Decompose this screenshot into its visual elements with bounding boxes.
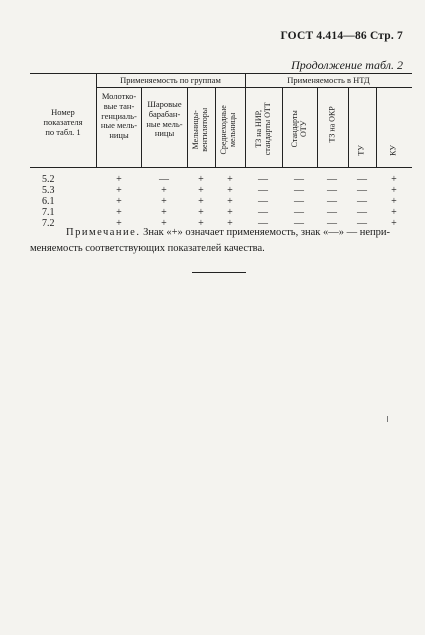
row-cell: +: [391, 218, 397, 229]
row-cell: +: [391, 174, 397, 185]
row-cell: —: [327, 196, 337, 207]
row-cell: +: [227, 218, 233, 229]
table-continuation-label: Продолжение табл. 2: [291, 58, 403, 72]
row-cell: —: [258, 174, 268, 185]
row-cell: +: [198, 185, 204, 196]
group-header-rule: [96, 87, 412, 88]
column-header-tu: ТУ: [356, 145, 366, 156]
row-cell: —: [357, 207, 367, 218]
row-cell: —: [258, 185, 268, 196]
col-divider: [215, 87, 216, 167]
page-header: ГОСТ 4.414—86 Стр. 7: [280, 30, 403, 42]
ntd-applicability-header: Применяемость в НТД: [287, 75, 370, 85]
margin-mark: [387, 416, 391, 422]
col-divider: [376, 87, 377, 167]
header-bottom-rule: [30, 167, 412, 168]
column-header-ku: КУ: [388, 144, 398, 156]
row-number: 5.3: [42, 185, 55, 196]
row-cell: +: [198, 218, 204, 229]
row-cell: —: [327, 218, 337, 229]
row-cell: +: [198, 196, 204, 207]
row-cell: +: [227, 185, 233, 196]
col-divider: [348, 87, 349, 167]
column-header-hammer-mills: Молотко- вые тан- генциаль- ные мель- ницы: [100, 91, 138, 141]
row-cell: +: [116, 185, 122, 196]
row-cell: —: [327, 174, 337, 185]
row-cell: +: [391, 196, 397, 207]
table-row: [30, 196, 412, 207]
row-cell: —: [294, 185, 304, 196]
column-header-tz-okr: ТЗ на ОКР: [327, 106, 337, 143]
row-cell: +: [227, 174, 233, 185]
row-number: 7.1: [42, 207, 55, 218]
column-header-medium-speed-mills: Среднеходные мельницы: [219, 105, 237, 155]
row-cell: —: [357, 185, 367, 196]
row-number: 7.2: [42, 218, 55, 229]
row-cell: +: [391, 185, 397, 196]
row-cell: —: [357, 174, 367, 185]
column-header-fan-mills: Мельницы- вентиляторы: [191, 107, 209, 152]
row-cell: +: [161, 218, 167, 229]
table-note: [30, 225, 410, 258]
column-header-ball-mills: Шаровые барабан- ные мель- ницы: [146, 99, 183, 139]
group-applicability-header: Применяемость по группам: [120, 75, 221, 85]
row-cell: +: [227, 207, 233, 218]
end-rule: [192, 272, 246, 273]
row-cell: —: [357, 218, 367, 229]
table-row: [30, 207, 412, 218]
table-row: [30, 174, 412, 185]
note-label: Примечание.: [66, 227, 141, 238]
row-cell: +: [161, 196, 167, 207]
row-cell: +: [161, 207, 167, 218]
row-cell: —: [258, 218, 268, 229]
row-cell: —: [327, 207, 337, 218]
row-number: 6.1: [42, 196, 55, 207]
table-top-rule: [30, 73, 412, 74]
row-cell: +: [391, 207, 397, 218]
col-divider: [187, 87, 188, 167]
col-divider: [317, 87, 318, 167]
row-cell: —: [357, 196, 367, 207]
column-header-number: Номер показателя по табл. 1: [43, 107, 83, 137]
table-row: [30, 185, 412, 196]
row-cell: —: [258, 196, 268, 207]
row-cell: —: [294, 207, 304, 218]
col-divider: [245, 73, 246, 167]
col-divider: [282, 87, 283, 167]
row-cell: +: [116, 174, 122, 185]
row-cell: +: [116, 218, 122, 229]
row-cell: +: [116, 207, 122, 218]
row-cell: —: [294, 218, 304, 229]
row-cell: —: [258, 207, 268, 218]
column-header-tz-nir: ТЗ на НИР, стандарты ОТТ: [254, 102, 272, 156]
note-text-line1: Знак «+» означает применяемость, знак «—» — непри-: [140, 227, 390, 238]
row-number: 5.2: [42, 174, 55, 185]
note-text-line2: меняемость соответствующих показателей качества.: [30, 243, 265, 255]
row-cell: +: [227, 196, 233, 207]
row-cell: +: [198, 207, 204, 218]
column-header-standards-otu: Стандарты ОТУ: [290, 110, 308, 148]
row-cell: +: [198, 174, 204, 185]
row-cell: —: [327, 185, 337, 196]
row-cell: —: [294, 196, 304, 207]
row-cell: +: [116, 196, 122, 207]
row-cell: —: [294, 174, 304, 185]
row-cell: —: [159, 174, 169, 185]
row-cell: +: [161, 185, 167, 196]
